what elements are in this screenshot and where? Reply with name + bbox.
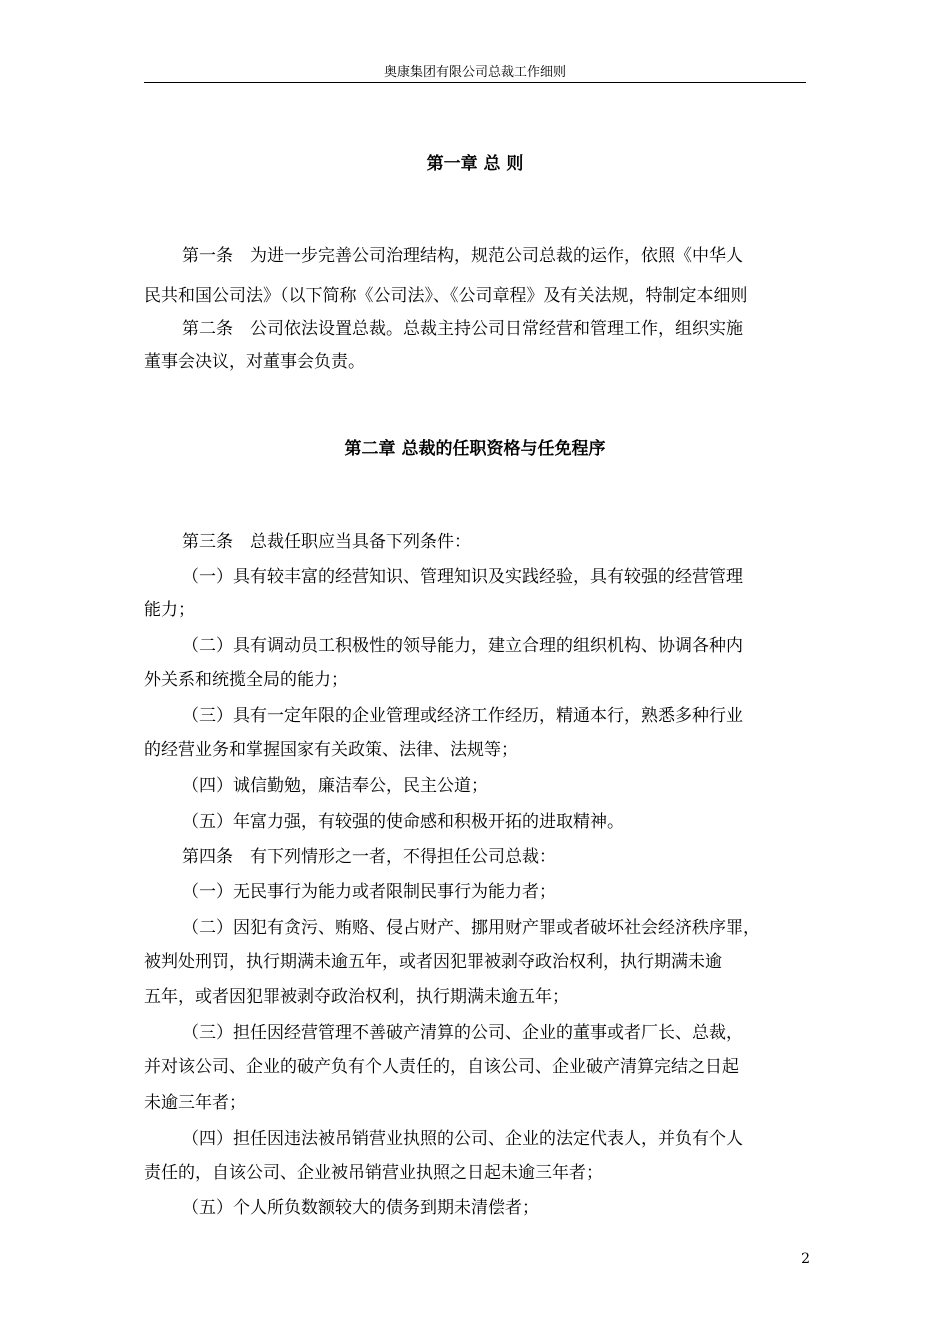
article-3-item-3-line-1: （三）具有一定年限的企业管理或经济工作经历，精通本行，熟悉多种行业 bbox=[182, 706, 743, 726]
article-4-item-1: （一）无民事行为能力或者限制民事行为能力者； bbox=[182, 882, 556, 902]
header-rule bbox=[144, 82, 806, 83]
chapter-1-title: 第一章 总 则 bbox=[426, 154, 524, 174]
article-4-item-2-line-3: 五年，或者因犯罪被剥夺政治权利，执行期满未逾五年； bbox=[144, 987, 569, 1007]
chapter-2-title: 第二章 总裁的任职资格与任免程序 bbox=[344, 439, 606, 459]
article-3-item-3-line-2: 的经营业务和掌握国家有关政策、法律、法规等； bbox=[144, 740, 518, 760]
article-3-item-4: （四）诚信勤勉，廉洁奉公，民主公道； bbox=[182, 776, 488, 796]
article-4-item-5: （五）个人所负数额较大的债务到期未清偿者； bbox=[182, 1198, 539, 1218]
article-2-line-2: 董事会决议，对董事会负责。 bbox=[144, 352, 365, 372]
article-4-item-4-line-2: 责任的，自该公司、企业被吊销营业执照之日起未逾三年者； bbox=[144, 1163, 603, 1183]
article-4-item-4-line-1: （四）担任因违法被吊销营业执照的公司、企业的法定代表人，并负有个人 bbox=[182, 1129, 743, 1149]
article-3-item-5: （五）年富力强，有较强的使命感和积极开拓的进取精神。 bbox=[182, 812, 624, 832]
article-4-item-3-line-3: 未逾三年者； bbox=[144, 1093, 246, 1113]
article-1-line-2: 民共和国公司法》（以下简称《公司法》、《公司章程》及有关法规，特制定本细则 bbox=[144, 286, 748, 306]
article-3-item-1-line-2: 能力； bbox=[144, 600, 195, 620]
article-3-line-1: 第三条 总裁任职应当具备下列条件： bbox=[182, 532, 471, 552]
running-header: 奥康集团有限公司总裁工作细则 bbox=[383, 65, 566, 80]
article-2-line-1: 第二条 公司依法设置总裁。总裁主持公司日常经营和管理工作，组织实施 bbox=[182, 319, 743, 339]
page-number: 2 bbox=[801, 1251, 810, 1267]
article-4-item-3-line-1: （三）担任因经营管理不善破产清算的公司、企业的董事或者厂长、总裁， bbox=[182, 1023, 743, 1043]
article-3-item-2-line-1: （二）具有调动员工积极性的领导能力，建立合理的组织机构、协调各种内 bbox=[182, 636, 743, 656]
article-4-item-3-line-2: 并对该公司、企业的破产负有个人责任的，自该公司、企业破产清算完结之日起 bbox=[144, 1057, 739, 1077]
article-4-item-2-line-1: （二）因犯有贪污、贿赂、侵占财产、挪用财产罪或者破坏社会经济秩序罪， bbox=[182, 918, 760, 938]
article-4-item-2-line-2: 被判处刑罚，执行期满未逾五年，或者因犯罪被剥夺政治权利，执行期满未逾 bbox=[144, 952, 722, 972]
article-1-line-1: 第一条 为进一步完善公司治理结构，规范公司总裁的运作，依照《中华人 bbox=[182, 246, 743, 266]
article-3-item-1-line-1: （一）具有较丰富的经营知识、管理知识及实践经验，具有较强的经营管理 bbox=[182, 567, 743, 587]
article-3-item-2-line-2: 外关系和统揽全局的能力； bbox=[144, 670, 348, 690]
article-4-line-1: 第四条 有下列情形之一者，不得担任公司总裁： bbox=[182, 847, 556, 867]
